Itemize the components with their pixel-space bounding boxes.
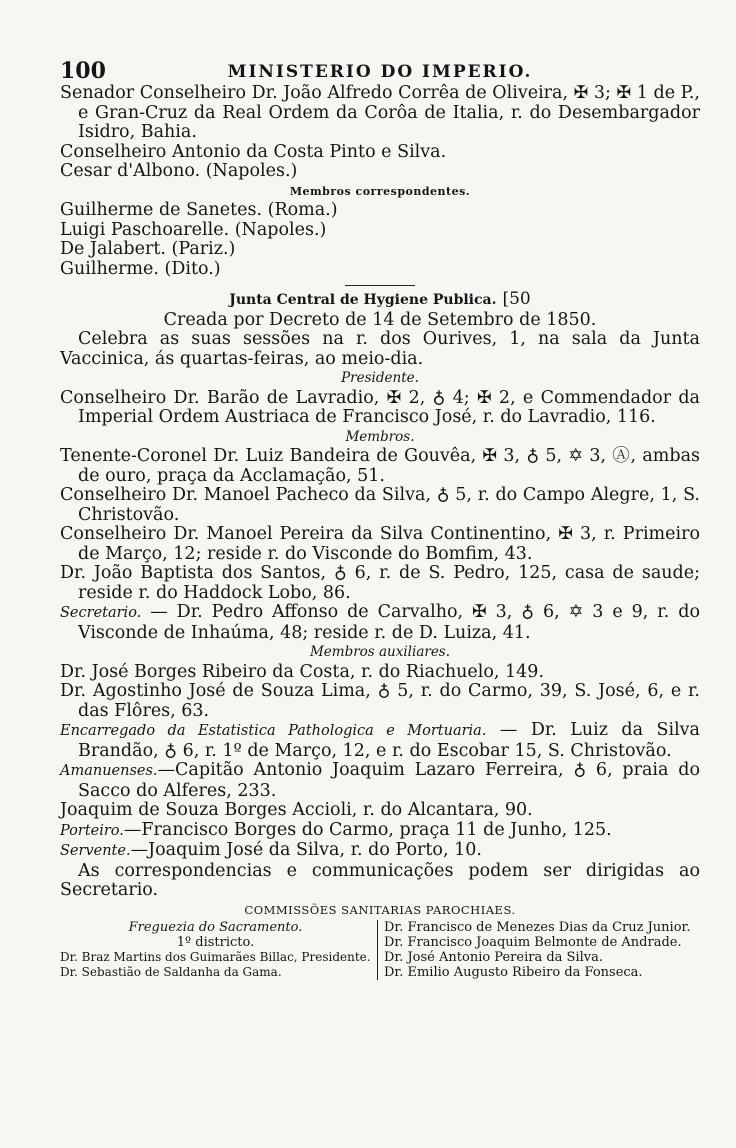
commissao-member: Dr. Francisco Joaquim Belmonte de Andrade. — [384, 935, 682, 950]
entry-secretario — [60, 603, 700, 643]
section-number: [50 — [502, 289, 531, 309]
role-porteiro: Porteiro. — [60, 822, 124, 839]
entry-lavradio: Conselheiro Dr. Barão de Lavradio, ✠ 2, ♁ 4; ✠ 2, e Commendador da Imperial Ordem Austriaca de Francisco José, r. do Lavradio, 116. — [60, 387, 700, 427]
section-divider — [345, 285, 415, 286]
entry-accioli: Joaquim de Souza Borges Accioli, r. do Alcantara, 90. — [60, 800, 533, 820]
entry-borges-ribeiro: Dr. José Borges Ribeiro da Costa, r. do Riachuelo, 149. — [60, 661, 545, 682]
role-servente: Servente. — [60, 843, 131, 859]
section-title-text: Junta Central de Hygiene Publica. — [229, 292, 497, 308]
section-title — [60, 290, 700, 311]
servente-text: —Joaquim José da Silva, r. do Porto, 10. — [130, 840, 482, 860]
estatistica-text: — Dr. Luiz da Silva Brandão, ♁ 6, r. 1º de Março, 12, e r. do Escobar 15, S. Christovão. — [78, 720, 700, 761]
entry-senador: Senador Conselheiro Dr. João Alfredo Corrêa de Oliveira, ✠ 3; ✠ 1 de P., e Gran-Cruz da Real Ordem da Corôa de Italia, r. do Desembargador Isidro, Bahia. — [60, 83, 700, 142]
running-head: MINISTERIO DO IMPERIO. — [227, 62, 533, 82]
entry-porteiro — [60, 821, 700, 842]
districto-label: 1º districto. — [176, 935, 255, 950]
entry-paschoarelle: Luigi Paschoarelle. (Napoles.) — [60, 219, 327, 240]
commissoes-right-column — [378, 920, 700, 980]
entry-amanuenses — [60, 761, 700, 801]
commissoes-left-column — [60, 920, 378, 980]
freguezia-label: Freguezia do Sacramento. — [128, 920, 303, 935]
commissao-member: Dr. Francisco de Menezes Dias da Cruz Junior. — [384, 920, 691, 935]
role-amanuenses: Amanuenses. — [60, 763, 158, 779]
amanuenses-text: —Capitão Antonio Joaquim Lazaro Ferreira, ♁ 6, praia do Sacco do Alferes, 233. — [78, 760, 700, 801]
secretario-text: — Dr. Pedro Affonso de Carvalho, ✠ 3, ♁ 6, ✡ 3 e 9, r. do Visconde de Inhaúma, 48; reside r. de D. Luiza, 41. — [78, 602, 700, 643]
porteiro-text: —Francisco Borges do Carmo, praça 11 de Junho, 125. — [123, 819, 612, 840]
heading-presidente: Presidente. — [341, 370, 419, 386]
page-number: 100 — [60, 58, 106, 84]
commissao-member: Dr. José Antonio Pereira da Silva. — [384, 950, 603, 965]
role-estatistica: Encarregado da Estatistica Pathologica e Mortuaria. — [60, 723, 487, 739]
creation-decree: Creada por Decreto de 14 de Setembro de 1850. — [163, 309, 597, 330]
commissao-member: Dr. Emilio Augusto Ribeiro da Fonseca. — [384, 965, 643, 980]
correspondence-note: As correspondencias e communicações podem ser dirigidas ao Secretario. — [60, 860, 700, 900]
heading-membros-correspondentes: Membros correspondentes. — [289, 184, 471, 198]
entry-pacheco: Conselheiro Dr. Manoel Pacheco da Silva, ♁ 5, r. do Campo Alegre, 1, S. Christovão. — [60, 485, 700, 525]
meeting-info: Celebra as suas sessões na r. dos Ourives, 1, na sala da Junta Vaccinica, ás quartas-feiras, ao meio-dia. — [60, 329, 700, 369]
page-body — [60, 84, 700, 980]
entry-continentino: Conselheiro Dr. Manoel Pereira da Silva Continentino, ✠ 3, r. Primeiro de Março, 12; reside r. do Visconde do Bomfim, 43. — [60, 524, 700, 564]
commissoes-columns — [60, 920, 700, 980]
heading-membros: Membros. — [345, 428, 415, 445]
entry-baptista: Dr. João Baptista dos Santos, ♁ 6, r. de S. Pedro, 125, casa de saude; reside r. do Haddock Lobo, 86. — [60, 563, 700, 603]
entry-souza-lima: Dr. Agostinho José de Souza Lima, ♁ 5, r. do Carmo, 39, S. José, 6, e r. das Flôres, 63. — [60, 681, 700, 721]
entry-costa-pinto: Conselheiro Antonio da Costa Pinto e Silva. — [60, 141, 447, 162]
entry-servente — [60, 841, 700, 862]
commissao-member-left: Dr. Sebastião de Saldanha da Gama. — [60, 965, 282, 979]
commissao-president: Dr. Braz Martins dos Guimarães Billac, Presidente. — [60, 950, 371, 964]
heading-membros-auxiliares: Membros auxiliares. — [309, 644, 451, 660]
commissoes-heading: COMMISSÕES SANITARIAS PAROCHIAES. — [244, 902, 516, 917]
entry-sanetes: Guilherme de Sanetes. (Roma.) — [60, 200, 338, 220]
entry-guilherme: Guilherme. (Dito.) — [60, 258, 221, 279]
page-header — [60, 58, 700, 84]
entry-albono: Cesar d'Albono. (Napoles.) — [60, 161, 298, 181]
entry-estatistica — [60, 721, 700, 761]
role-secretario: Secretario. — [60, 605, 142, 621]
entry-gouvea: Tenente-Coronel Dr. Luiz Bandeira de Gouvêa, ✠ 3, ♁ 5, ✡ 3, Ⓐ, ambas de ouro, praça da Acclamação, 51. — [60, 446, 700, 486]
entry-jalabert: De Jalabert. (Pariz.) — [60, 239, 236, 259]
